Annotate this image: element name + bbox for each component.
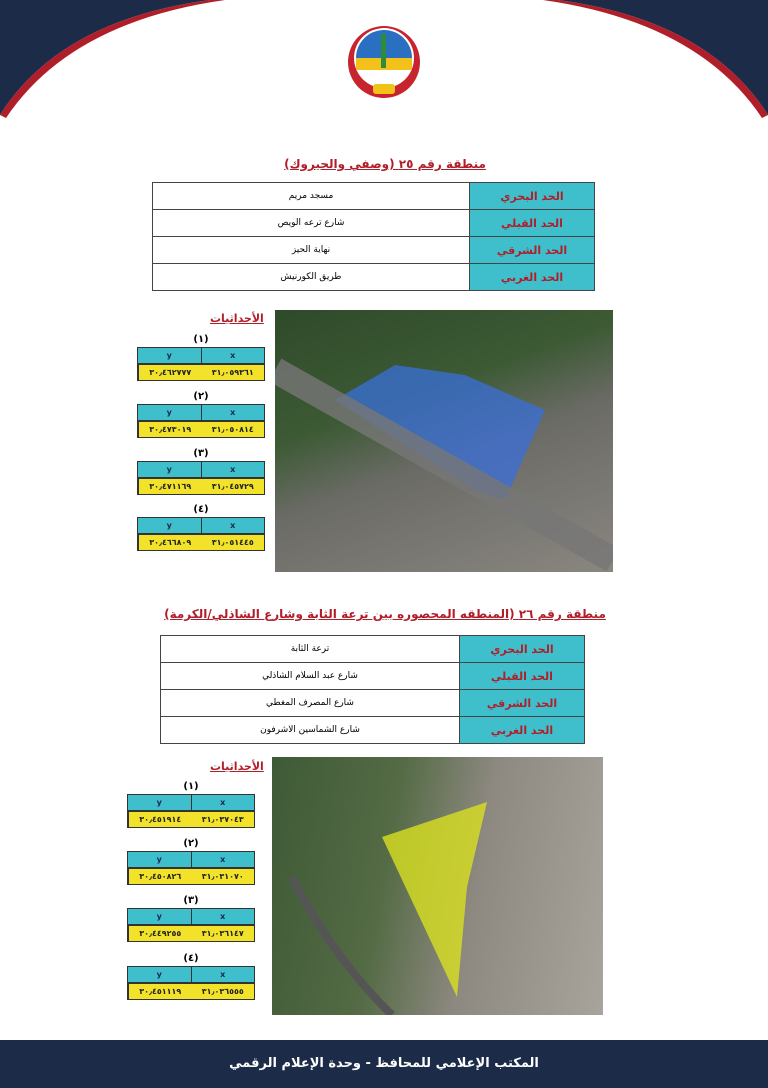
table-row — [161, 717, 585, 744]
table-row — [161, 690, 585, 717]
governorate-logo — [340, 18, 428, 106]
bound-value: شارع عبد السلام الشاذلي — [161, 663, 460, 690]
x-value: ٣٠٫٤٥٠٨٢٦ — [128, 869, 192, 884]
point-number: (١) — [183, 781, 199, 792]
coordinates-heading: الأحداثيات — [210, 760, 264, 773]
zone-overlay — [272, 757, 603, 1015]
point-number: (٣) — [183, 895, 199, 906]
x-value: ٣٠٫٤٧٣٠١٩ — [138, 422, 202, 437]
y-value: ٣١٫٠٣١٠٧٠ — [201, 872, 244, 881]
y-header: y — [156, 912, 162, 921]
bound-label: الحد البحري — [470, 183, 595, 210]
table-row — [153, 183, 595, 210]
zone-title: منطقة رقم ٢٦ (المنطقه المحصوره بين ترعة الثابة وشارع الشاذلي/الكرمة) — [164, 607, 606, 621]
x-header: x — [201, 518, 265, 533]
coordinate-box — [137, 390, 265, 438]
bounds-table — [152, 182, 595, 291]
y-value: ٣١٫٠٣٦١٤٧ — [201, 929, 244, 938]
y-header: y — [156, 855, 162, 864]
footer: المكتب الإعلامي للمحافظ - وحدة الإعلام الرقمي — [0, 1040, 768, 1088]
bound-value: شارع ترعه الويص — [153, 210, 470, 237]
table-row — [161, 663, 585, 690]
bound-label: الحد الشرقي — [470, 237, 595, 264]
y-header: y — [156, 798, 162, 807]
x-value: ٣٠٫٤٥١٩١٤ — [128, 812, 192, 827]
bound-value: مسجد مريم — [153, 183, 470, 210]
point-number: (٤) — [193, 504, 209, 515]
zone-title: منطقة رقم ٢٥ (وصفي والحيروك) — [284, 157, 486, 171]
y-value: ٣١٫٠٤٥٧٢٩ — [211, 482, 254, 491]
y-value: ٣١٫٠٣٧٠٤٣ — [201, 815, 244, 824]
point-number: (٣) — [193, 448, 209, 459]
zone-overlay — [275, 310, 613, 572]
x-value: ٣٠٫٤٧١١٦٩ — [138, 479, 202, 494]
x-header: x — [201, 348, 265, 363]
x-header: x — [191, 795, 255, 810]
bound-value: طريق الكورنيش — [153, 264, 470, 291]
bound-value: شارع الشماسين الاشرفون — [161, 717, 460, 744]
bound-value: نهاية الحيز — [153, 237, 470, 264]
table-row — [153, 210, 595, 237]
y-value: ٣١٫٠٥٩٣٦١ — [211, 368, 254, 377]
coordinate-box — [137, 333, 265, 381]
x-header: x — [201, 462, 265, 477]
x-header: x — [201, 405, 265, 420]
bound-label: الحد القبلي — [460, 663, 585, 690]
coordinate-box — [127, 837, 255, 885]
y-header: y — [166, 408, 172, 417]
coordinate-box — [137, 503, 265, 551]
point-number: (٤) — [183, 953, 199, 964]
y-header: y — [166, 465, 172, 474]
x-header: x — [191, 852, 255, 867]
coordinate-box — [127, 894, 255, 942]
x-value: ٣٠٫٤٦٦٨٠٩ — [138, 535, 202, 550]
point-number: (٢) — [183, 838, 199, 849]
x-value: ٣٠٫٤٦٢٧٧٧ — [138, 365, 202, 380]
coordinate-box — [137, 447, 265, 495]
table-row — [153, 237, 595, 264]
x-header: x — [191, 967, 255, 982]
bound-label: الحد الغربي — [460, 717, 585, 744]
x-value: ٣٠٫٤٥١١١٩ — [128, 984, 192, 999]
coordinate-box — [127, 952, 255, 1000]
point-number: (٢) — [193, 391, 209, 402]
satellite-map — [275, 310, 613, 572]
satellite-map — [272, 757, 603, 1015]
point-number: (١) — [193, 334, 209, 345]
bounds-table — [160, 635, 585, 744]
bound-label: الحد الغربي — [470, 264, 595, 291]
y-value: ٣١٫٠٥٠٨١٤ — [211, 425, 254, 434]
bound-label: الحد الشرقي — [460, 690, 585, 717]
y-header: y — [166, 351, 172, 360]
x-header: x — [191, 909, 255, 924]
bound-value: ترعة الثابة — [161, 636, 460, 663]
coordinates-heading: الأحداثيات — [210, 312, 264, 325]
y-value: ٣١٫٠٥١٤٤٥ — [211, 538, 254, 547]
bound-value: شارع المصرف المغطي — [161, 690, 460, 717]
bound-label: الحد البحري — [460, 636, 585, 663]
table-row — [161, 636, 585, 663]
table-row — [153, 264, 595, 291]
bound-label: الحد القبلي — [470, 210, 595, 237]
y-value: ٣١٫٠٣٦٥٥٥ — [201, 987, 244, 996]
y-header: y — [156, 970, 162, 979]
coordinate-box — [127, 780, 255, 828]
x-value: ٣٠٫٤٤٩٢٥٥ — [128, 926, 192, 941]
y-header: y — [166, 521, 172, 530]
